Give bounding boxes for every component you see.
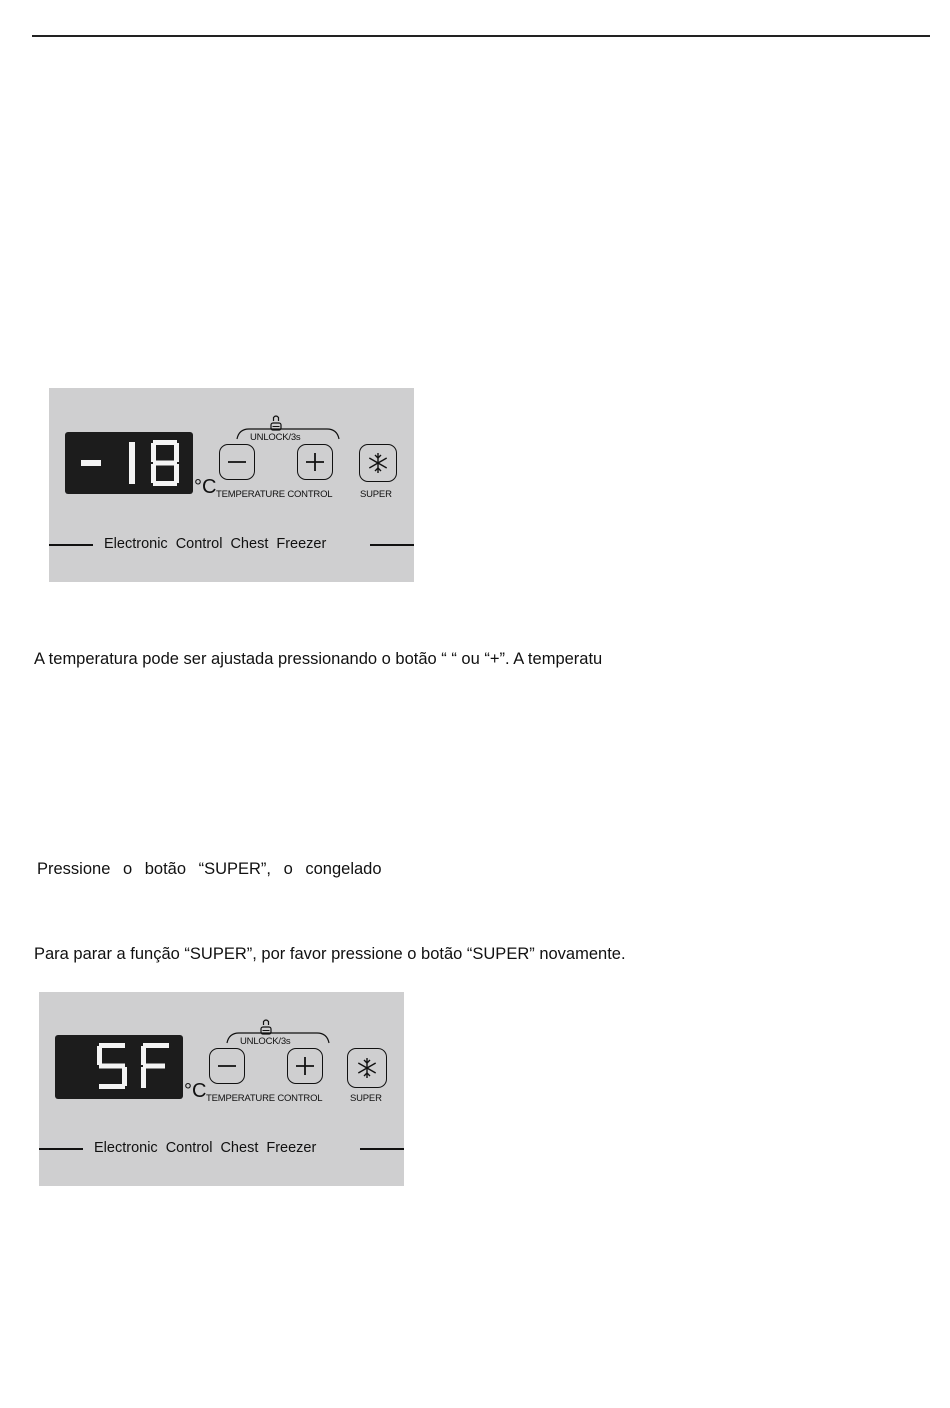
footer-line-left xyxy=(49,544,93,546)
temperature-plus-button[interactable] xyxy=(287,1048,323,1084)
footer-line-right xyxy=(370,544,414,546)
footer-line-left xyxy=(39,1148,83,1150)
control-panel-temperature xyxy=(49,388,414,582)
super-button[interactable] xyxy=(359,444,397,482)
lock-icon xyxy=(270,414,282,434)
panel-footer-text: Electronic Control Chest Freezer xyxy=(104,536,327,552)
temperature-minus-button[interactable] xyxy=(209,1048,245,1084)
footer-line-right xyxy=(360,1148,404,1150)
temperature-minus-button[interactable] xyxy=(219,444,255,480)
lock-icon xyxy=(260,1018,272,1038)
paragraph-super-on: Pressione o botão “SUPER”, o congelado xyxy=(37,860,382,878)
lcd-display xyxy=(55,1035,183,1099)
paragraph-super-off: Para parar a função “SUPER”, por favor pressione o botão “SUPER” novamente. xyxy=(34,945,626,963)
temperature-control-label: TEMPERATURE CONTROL xyxy=(206,1093,323,1104)
minus-icon xyxy=(210,1049,246,1085)
super-label: SUPER xyxy=(360,489,392,500)
celsius-unit: °C xyxy=(194,476,217,498)
lcd-display xyxy=(65,432,193,494)
temperature-plus-button[interactable] xyxy=(297,444,333,480)
paragraph-adjust: A temperatura pode ser ajustada pressionando o botão “ “ ou “+”. A temperatu xyxy=(34,650,603,668)
unlock-label: UNLOCK/3s xyxy=(240,1036,291,1047)
panel-footer-text: Electronic Control Chest Freezer xyxy=(94,1140,317,1156)
plus-icon xyxy=(298,445,334,481)
super-label: SUPER xyxy=(350,1093,382,1104)
celsius-unit: °C xyxy=(184,1080,207,1102)
snowflake-icon xyxy=(348,1049,388,1089)
temperature-control-label: TEMPERATURE CONTROL xyxy=(216,489,333,500)
header-rule xyxy=(32,35,930,37)
plus-icon xyxy=(288,1049,324,1085)
display-digits-sf xyxy=(55,1035,183,1099)
display-digits-minus-18 xyxy=(65,432,193,494)
snowflake-icon xyxy=(360,445,398,483)
minus-icon xyxy=(220,445,256,481)
super-button[interactable] xyxy=(347,1048,387,1088)
unlock-label: UNLOCK/3s xyxy=(250,432,301,443)
control-panel-super xyxy=(39,992,404,1186)
